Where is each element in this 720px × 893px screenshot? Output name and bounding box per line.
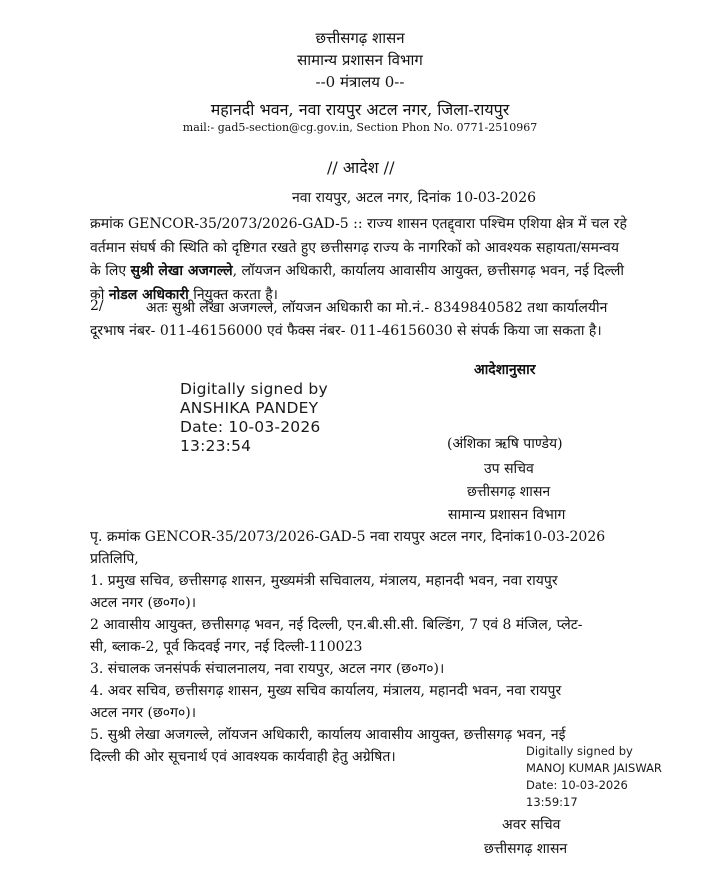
by-order: आदेशानुसार [474,362,536,378]
officer-name: सुश्री लेखा अजगल्ले [130,263,233,279]
order-text: :: राज्य शासन एतद्द्वारा पश्चिम एशिया क्षेत्र में चल रहे वर्तमान संघर्ष की स्थिति को दृष्टिगत रखते हुए छत्तीसगढ़ राज्य के नागरिकों को आवश्यक सहायता/समन्वय के लिए [90,216,627,279]
header-department: सामान्य प्रशासन विभाग [297,51,423,69]
signature-line: Digitally signed by [526,744,633,758]
signature-line: Digitally signed by [180,380,328,398]
copy-heading: प्रतिलिपि, [90,551,139,567]
signature-time: 13:59:17 [526,795,578,809]
header-ministry: --0 मंत्रालय 0-- [315,73,405,91]
copy-item-3: 3. संचालक जनसंपर्क संचालनालय, नवा रायपुर, अटल नगर (छ०ग०)। [90,661,445,677]
signature-date: Date: 10-03-2026 [526,778,628,792]
signatory-2-designation: अवर सचिव [502,817,561,833]
copy-item-4-line-1: 4. अवर सचिव, छत्तीसगढ़ शासन, मुख्य सचिव कार्यालय, मंत्रालय, महानदी भवन, नवा रायपुर [90,683,562,699]
copy-item-1-line-1: 1. प्रमुख सचिव, छत्तीसगढ़ शासन, मुख्यमंत्री सचिवालय, मंत्रालय, महानदी भवन, नवा रायपुर [90,573,558,589]
signatory-1-designation: उप सचिव [484,461,534,477]
header-contact: mail:- gad5-section@cg.gov.in, Section Phon No. 0771-2510967 [182,121,538,134]
paragraph-2-line-1: अतः सुश्री लेखा अजगल्ले, लॉयजन अधिकारी का मो.नं.- 8349840582 तथा कार्यालयीन [146,300,608,316]
signatory-1-department: सामान्य प्रशासन विभाग [448,507,566,523]
copy-item-5-line-2: दिल्ली की ओर सूचनार्थ एवं आवश्यक कार्यवाही हेतु अग्रेषित। [90,749,396,765]
digital-signature-2 [526,743,662,811]
copy-reference: पृ. क्रमांक GENCOR-35/2073/2026-GAD-5 नवा रायपुर अटल नगर, दिनांक10-03-2026 [90,529,606,545]
signature-name: ANSHIKA PANDEY [180,399,319,417]
order-text: नियुक्त करता है। [188,286,278,303]
order-title: // आदेश // [327,158,395,177]
signature-name: MANOJ KUMAR JAISWAR [526,761,662,775]
copy-item-1-line-2: अटल नगर (छ०ग०)। [90,595,197,611]
copy-item-2-line-1: 2 आवासीय आयुक्त, छत्तीसगढ़ भवन, नई दिल्ली, एन.बी.सी.सी. बिल्डिंग, 7 एवं 8 मंजिल, प्लेट- [90,617,583,633]
header-govt: छत्तीसगढ़ शासन [315,29,405,47]
signature-time: 13:23:54 [180,437,252,455]
copy-item-5-line-1: 5. सुश्री लेखा अजगल्ले, लॉयजन अधिकारी, कार्यालय आवासीय आयुक्त, छत्तीसगढ़ भवन, नई [90,727,566,743]
signatory-2-govt: छत्तीसगढ़ शासन [484,841,568,857]
signature-date: Date: 10-03-2026 [180,418,321,436]
order-place-date: नवा रायपुर, अटल नगर, दिनांक 10-03-2026 [292,190,537,206]
order-text: , लॉयजन अधिकारी, कार्यालय आवासीय आयुक्त, छत्तीसगढ़ भवन, नई दिल्ली को [90,263,624,303]
copy-item-4-line-2: अटल नगर (छ०ग०)। [90,705,197,721]
signatory-1-govt: छत्तीसगढ़ शासन [467,484,551,500]
copy-item-2-line-2: सी, ब्लाक-2, पूर्व किदवई नगर, नई दिल्ली-110023 [90,639,363,655]
signatory-1-name: (अंशिका ऋषि पाण्डेय) [447,436,563,452]
paragraph-2-line-2: दूरभाष नंबर- 011-46156000 एवं फैक्स नंबर- 011-46156030 से संपर्क किया जा सकता है। [90,323,602,339]
digital-signature-1 [180,380,328,456]
order-paragraph-1 [90,213,630,307]
nodal-officer: नोडल अधिकारी [108,286,189,303]
header-address: महानदी भवन, नवा रायपुर अटल नगर, जिला-रायपुर [210,100,510,119]
order-number: क्रमांक GENCOR-35/2073/2026-GAD-5 [90,216,349,232]
paragraph-2-number: 2/ [90,298,104,314]
